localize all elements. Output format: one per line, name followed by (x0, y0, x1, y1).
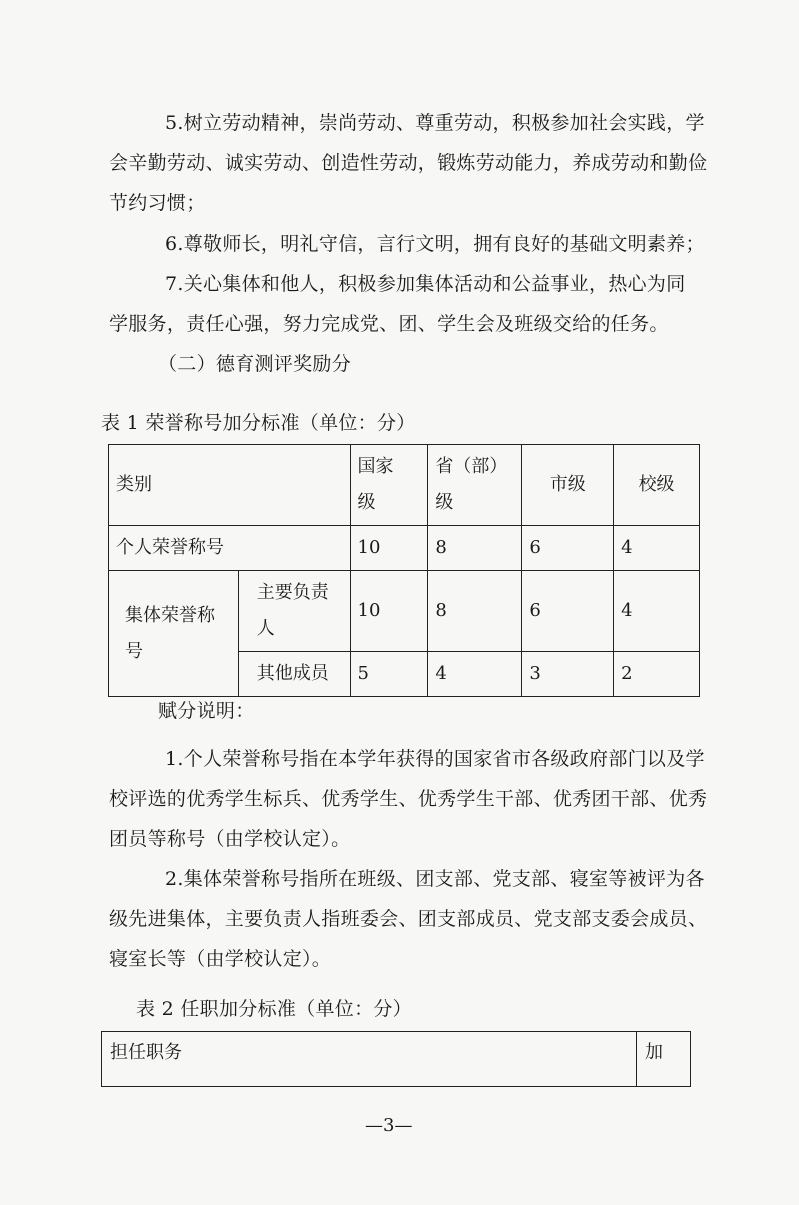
cell-value: 4 (614, 526, 700, 571)
table1-caption: 表 1 荣誉称号加分标准（单位：分） (101, 412, 416, 434)
page-number: —3— (365, 1115, 413, 1136)
header-category: 类别 (109, 445, 351, 526)
note-1-line-2: 校评选的优秀学生标兵、优秀学生、优秀学生干部、优秀团干部、优秀 (109, 788, 708, 810)
table-row (109, 445, 700, 526)
row-member-label: 其他成员 (238, 652, 350, 697)
position-points-table (101, 1031, 691, 1087)
paragraph-7-line-1: 7.关心集体和他人，积极参加集体活动和公益事业，热心为同 (165, 273, 686, 295)
cell-value: 4 (614, 571, 700, 652)
cell-value: 6 (522, 571, 614, 652)
table-row (102, 1032, 691, 1087)
section-heading: （二）德育测评奖励分 (158, 353, 352, 375)
collective-label: 集体荣誉称 号 (109, 571, 239, 697)
cell-value: 6 (522, 526, 614, 571)
note-2-line-3: 寝室长等（由学校认定）。 (109, 948, 332, 970)
cell-value: 8 (428, 526, 522, 571)
table-row (109, 526, 700, 571)
header-national: 国家 级 (350, 445, 428, 526)
table2-caption: 表 2 任职加分标准（单位：分） (136, 998, 412, 1020)
cell-value: 3 (522, 652, 614, 697)
cell-value: 8 (428, 571, 522, 652)
cell-value: 5 (350, 652, 428, 697)
scoring-notes-title: 赋分说明： (158, 700, 255, 722)
cell-value: 10 (350, 571, 428, 652)
header-city: 市级 (522, 445, 614, 526)
header-provincial: 省（部） 级 (428, 445, 522, 526)
note-1-line-1: 1.个人荣誉称号指在本学年获得的国家省市各级政府部门以及学 (165, 748, 705, 770)
paragraph-5-line-3: 节约习惯； (109, 192, 206, 214)
cell-value: 4 (428, 652, 522, 697)
header-school: 校级 (614, 445, 700, 526)
note-2-line-1: 2.集体荣誉称号指所在班级、团支部、党支部、寝室等被评为各 (165, 868, 705, 890)
honor-title-table (108, 444, 700, 697)
header-points: 加 (637, 1032, 691, 1087)
note-1-line-3: 团员等称号（由学校认定）。 (109, 828, 351, 850)
paragraph-5-line-1: 5.树立劳动精神，崇尚劳动、尊重劳动，积极参加社会实践，学 (165, 112, 705, 134)
paragraph-7-line-2: 学服务，责任心强，努力完成党、团、学生会及班级交给的任务。 (109, 313, 669, 335)
header-position: 担任职务 (102, 1032, 637, 1087)
row-leader-label: 主要负责 人 (238, 571, 350, 652)
cell-value: 10 (350, 526, 428, 571)
note-2-line-2: 级先进集体，主要负责人指班委会、团支部成员、党支部支委会成员、 (109, 908, 708, 930)
paragraph-5-line-2: 会辛勤劳动、诚实劳动、创造性劳动，锻炼劳动能力，养成劳动和勤俭 (109, 152, 708, 174)
row-individual-label: 个人荣誉称号 (109, 526, 351, 571)
table-row (109, 571, 700, 652)
cell-value: 2 (614, 652, 700, 697)
paragraph-6: 6.尊敬师长，明礼守信，言行文明，拥有良好的基础文明素养； (165, 233, 705, 255)
